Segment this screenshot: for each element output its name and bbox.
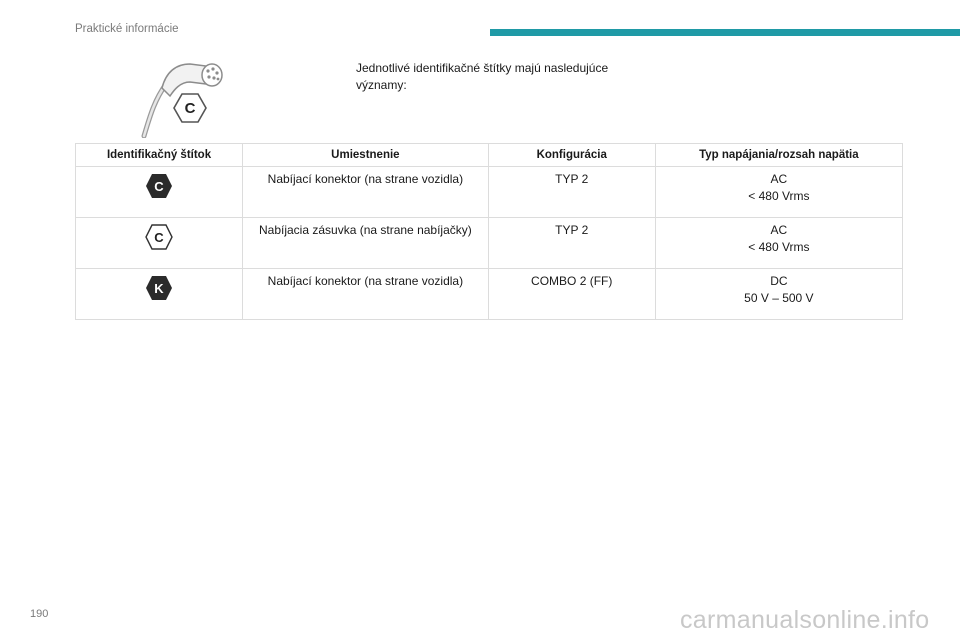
- location-cell: Nabíjací konektor (na strane vozidla): [243, 269, 489, 320]
- power-cell: [655, 167, 902, 218]
- label-cell: [76, 269, 243, 320]
- voltage-range: 50 V – 500 V: [744, 291, 814, 305]
- badge-letter: K: [154, 281, 164, 296]
- badge-letter: C: [154, 230, 164, 245]
- table-row: [76, 218, 903, 269]
- badge-letter: C: [154, 179, 164, 194]
- watermark: carmanualsonline.info: [680, 606, 930, 634]
- label-cell: [76, 167, 243, 218]
- voltage-range: < 480 Vrms: [748, 189, 810, 203]
- header-accent-bar: [490, 29, 960, 36]
- header-power: Typ napájania/rozsah napätia: [655, 144, 902, 167]
- power-type: AC: [770, 223, 788, 237]
- charging-connector-icon: [132, 56, 232, 138]
- charging-connector-illustration: [132, 56, 232, 138]
- badge-letter: C: [184, 100, 196, 117]
- header-location: Umiestnenie: [243, 144, 489, 167]
- power-cell: [655, 269, 902, 320]
- table-row: [76, 167, 903, 218]
- badge-c-outline-icon: [145, 224, 173, 250]
- section-title: Praktické informácie: [75, 23, 179, 35]
- badge-c-filled-icon: [145, 173, 173, 199]
- label-cell: [76, 218, 243, 269]
- power-cell: [655, 218, 902, 269]
- configuration-cell: TYP 2: [488, 218, 655, 269]
- configuration-cell: COMBO 2 (FF): [488, 269, 655, 320]
- badge-k-filled-icon: [145, 275, 173, 301]
- header-configuration: Konfigurácia: [488, 144, 655, 167]
- power-type: AC: [770, 172, 788, 186]
- location-cell: Nabíjacia zásuvka (na strane nabíjačky): [243, 218, 489, 269]
- table-header-row: [76, 144, 903, 167]
- power-type: DC: [770, 274, 788, 288]
- table-row: [76, 269, 903, 320]
- voltage-range: < 480 Vrms: [748, 240, 810, 254]
- location-cell: Nabíjací konektor (na strane vozidla): [243, 167, 489, 218]
- identification-table: [75, 143, 903, 320]
- header-label: Identifikačný štítok: [76, 144, 243, 167]
- configuration-cell: TYP 2: [488, 167, 655, 218]
- intro-text: Jednotlivé identifikačné štítky majú nasledujúce významy:: [356, 61, 609, 92]
- page-number: 190: [30, 608, 49, 620]
